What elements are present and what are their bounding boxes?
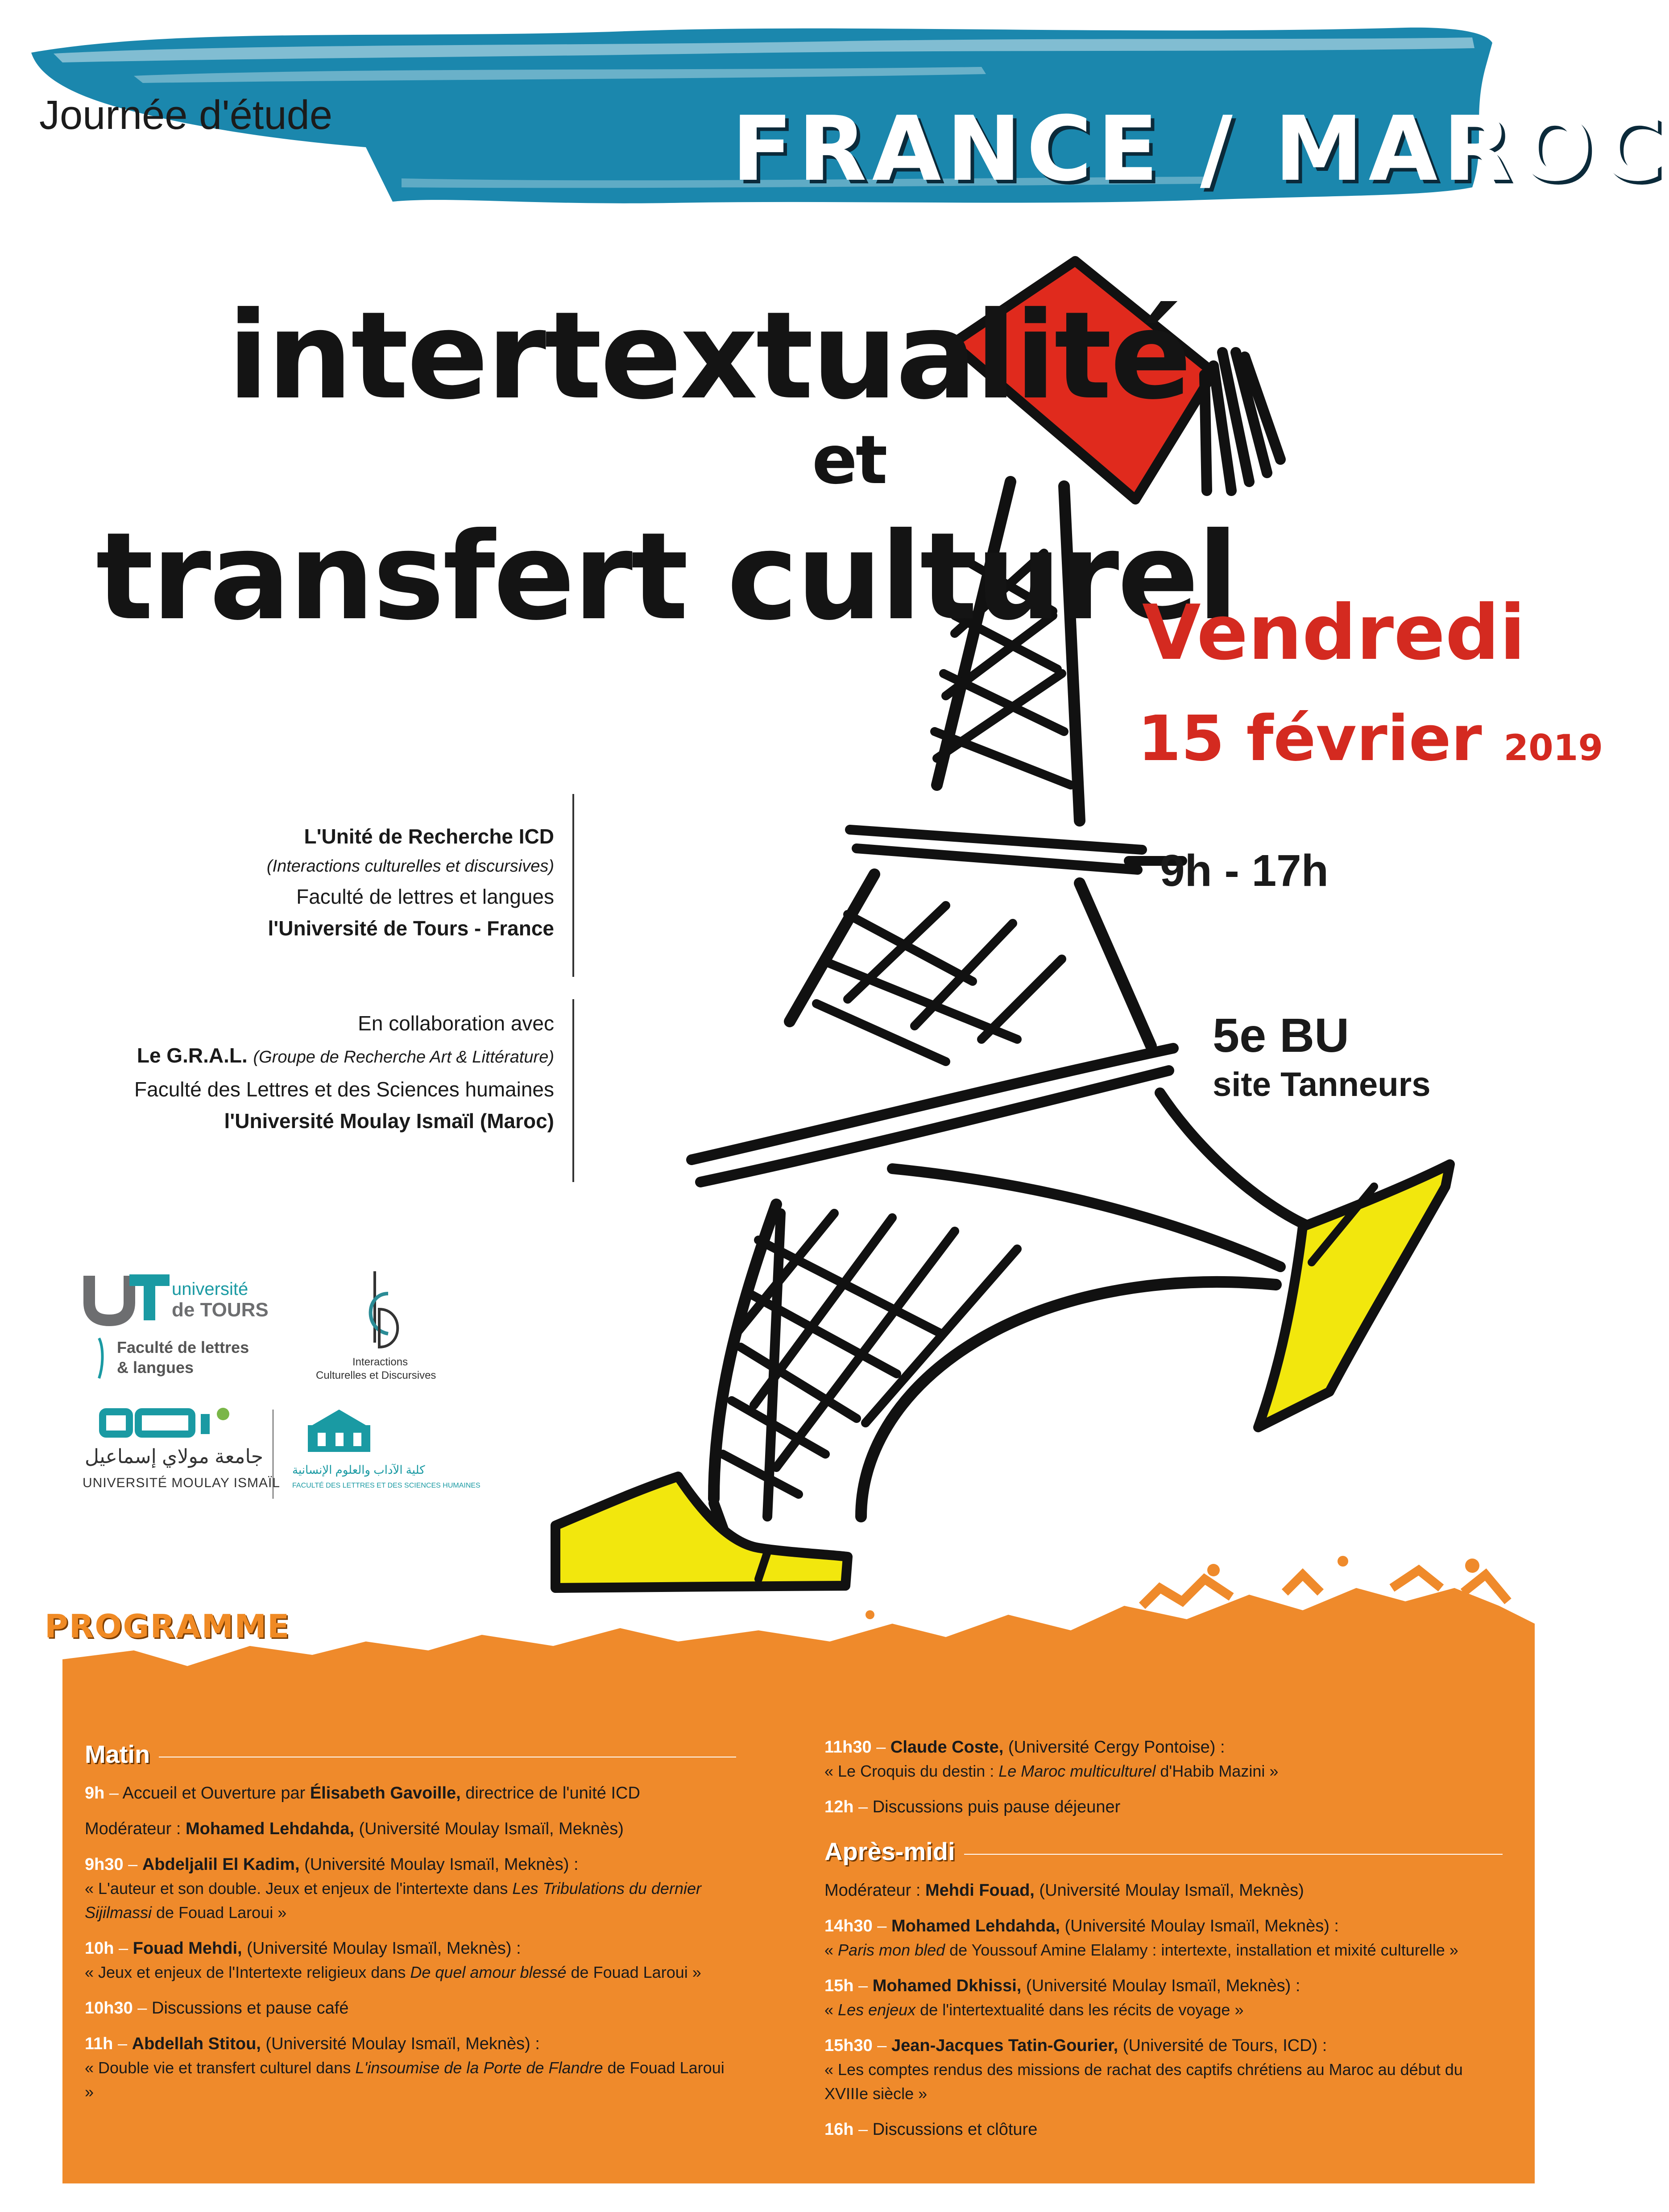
left-yellow-shoe	[555, 1476, 848, 1588]
programme-item	[824, 1795, 1503, 1819]
item-time: 11h	[85, 2034, 113, 2053]
item-time: 16h	[824, 2120, 854, 2139]
item-affiliation: (Université Cergy Pontoise) :	[1003, 1738, 1225, 1757]
item-affiliation: (Université de Tours, ICD) :	[1118, 2036, 1327, 2055]
talk-title-end: de Youssouf Amine Elalamy : intertexte, installation et mixité culturelle »	[945, 1941, 1458, 1959]
organizer-unit-detail: (Interactions culturelles et discursives)	[266, 857, 554, 876]
item-time: 15h30	[824, 2036, 873, 2055]
title-line-3: transfert culturel	[96, 506, 1237, 647]
icd-logo	[371, 1271, 398, 1347]
talk-title-end: de Fouad Laroui »	[152, 1903, 287, 1922]
item-text: Discussions et pause café	[152, 1999, 349, 2018]
talk-title: « Double vie et transfert culturel dans	[85, 2059, 356, 2077]
programme-item	[85, 1936, 736, 1985]
item-sep: –	[853, 1798, 873, 1816]
item-speaker: Abdellah Stitou,	[132, 2034, 261, 2053]
item-speaker: Jean-Jacques Tatin-Gourier,	[891, 2036, 1118, 2055]
item-time: 12h	[824, 1798, 854, 1816]
item-text: Discussions puis pause déjeuner	[872, 1798, 1121, 1816]
talk-title-italic: De quel amour blessé	[410, 1963, 567, 1981]
item-speaker: Mohamed Dkhissi,	[872, 1976, 1022, 1995]
talk-title-end: de Fouad Laroui »	[85, 2059, 725, 2101]
programme-item	[824, 1914, 1503, 1962]
talk-title-end: d'Habib Mazini »	[1155, 1762, 1279, 1780]
item-sep: –	[113, 2034, 132, 2053]
organizer-divider-1	[572, 794, 574, 977]
item-speaker: Mohamed Lehdahda,	[891, 1917, 1060, 1935]
moderator-label: Modérateur :	[824, 1881, 925, 1900]
item-time: 14h30	[824, 1917, 873, 1935]
title-line-2: et	[812, 422, 886, 499]
event-day: Vendredi	[1142, 589, 1526, 677]
item-speaker: Claude Coste,	[890, 1738, 1004, 1757]
organizer-unit: L'Unité de Recherche ICD	[304, 825, 554, 848]
moderator-label: Modérateur :	[85, 1819, 186, 1838]
talk-title: «	[824, 2001, 838, 2019]
organizer-university: l'Université de Tours - France	[268, 917, 554, 940]
umi-logo-latin: UNIVERSITÉ MOULAY ISMAÏL	[83, 1476, 280, 1490]
item-affiliation: (Université Moulay Ismaïl, Meknès) :	[1021, 1976, 1300, 1995]
organizer-main	[267, 821, 554, 944]
programme-item	[85, 1817, 736, 1841]
flsh-logo	[308, 1410, 370, 1452]
umi-logo-arabic: جامعة مولاي إسماعيل	[85, 1446, 264, 1468]
talk-title-end: de l'intertextualité dans les récits de voyage »	[915, 2001, 1244, 2019]
flsh-logo-latin: FACULTÉ DES LETTRES ET DES SCIENCES HUMAINES	[292, 1482, 480, 1489]
item-time: 9h30	[85, 1855, 124, 1874]
partner-name: Le G.R.A.L.	[137, 1044, 248, 1067]
talk-title-end: de Fouad Laroui »	[566, 1963, 701, 1981]
icd-logo-line-1: Interactions	[352, 1356, 408, 1368]
umi-logo	[103, 1408, 229, 1434]
partner-intro: En collaboration avec	[358, 1012, 554, 1035]
moderator-name: Mehdi Fouad,	[925, 1881, 1035, 1900]
talk-title-italic: Les enjeux	[838, 2001, 916, 2019]
item-time: 10h	[85, 1939, 114, 1958]
organizer-partner	[134, 1007, 554, 1137]
organizer-faculty: Faculté de lettres et langues	[296, 885, 554, 908]
programme-item	[85, 2032, 736, 2104]
item-text-2: directrice de l'unité ICD	[460, 1784, 640, 1803]
item-sep: –	[872, 2036, 891, 2055]
moderator-affiliation: (Université Moulay Ismaïl, Meknès)	[354, 1819, 624, 1838]
programme-item	[824, 1878, 1503, 1902]
event-place: 5e BU	[1213, 1008, 1350, 1062]
banner-title: FRANCE / MAROC	[732, 97, 1669, 201]
item-time: 10h30	[85, 1999, 133, 2018]
afternoon-rule	[964, 1854, 1503, 1855]
item-sep: –	[871, 1738, 890, 1757]
afternoon-title: Après-midi	[824, 1837, 955, 1865]
programme-item	[824, 2034, 1503, 2106]
programme-item	[85, 1781, 736, 1805]
talk-title-italic: Les Tribulations du dernier Sijilmassi	[85, 1879, 701, 1922]
moderator-affiliation: (Université Moulay Ismaïl, Meknès)	[1034, 1881, 1304, 1900]
talk-title: « Jeux et enjeux de l'Intertexte religieux dans	[85, 1963, 410, 1981]
partner-faculty: Faculté des Lettres et des Sciences humaines	[134, 1078, 554, 1101]
event-date-line	[1138, 703, 1603, 775]
programme-item	[824, 2117, 1503, 2142]
talk-title-italic: L'insoumise de la Porte de Flandre	[355, 2059, 603, 2077]
event-site: site Tanneurs	[1213, 1066, 1431, 1104]
item-sep: –	[104, 1784, 123, 1803]
event-type-label: Journée d'étude	[39, 92, 332, 138]
item-sep: –	[853, 1976, 873, 1995]
item-speaker: Abdeljalil El Kadim,	[142, 1855, 300, 1874]
item-sep: –	[114, 1939, 133, 1958]
item-text: Accueil et Ouverture par	[122, 1784, 310, 1803]
item-affiliation: (Université Moulay Ismaïl, Meknès) :	[242, 1939, 521, 1958]
item-affiliation: (Université Moulay Ismaïl, Meknès) :	[299, 1855, 579, 1874]
event-time: 9h - 17h	[1160, 846, 1329, 896]
partner-university: l'Université Moulay Ismaïl (Maroc)	[224, 1109, 554, 1133]
item-sep: –	[853, 2120, 873, 2139]
tours-faculty-line-2: & langues	[117, 1358, 194, 1377]
tours-faculty-line-1: Faculté de lettres	[117, 1338, 249, 1356]
item-sep: –	[872, 1917, 891, 1935]
talk-title: « L'auteur et son double. Jeux et enjeux de l'intertexte dans	[85, 1879, 513, 1898]
talk-title: « Le Croquis du destin :	[824, 1762, 999, 1780]
programme-title: PROGRAMME	[45, 1608, 290, 1645]
talk-title-italic: Le Maroc multiculturel	[998, 1762, 1156, 1780]
eiffel-tower-illustration	[555, 261, 1450, 1588]
tours-logo-line-1: université	[172, 1279, 248, 1299]
afternoon-heading	[824, 1837, 1503, 1866]
programme-item	[824, 1735, 1503, 1783]
morning-title: Matin	[85, 1740, 150, 1768]
partner-name-line	[134, 1039, 554, 1073]
item-speaker: Élisabeth Gavoille,	[310, 1784, 461, 1803]
talk-title: «	[824, 1941, 838, 1959]
tours-logo-line-2: de TOURS	[172, 1299, 269, 1321]
programme-item	[85, 1852, 736, 1925]
talk-title: « Les comptes rendus des missions de rachat des captifs chrétiens au Maroc au début du XVIIIe siècle »	[824, 2060, 1463, 2103]
item-time: 15h	[824, 1976, 854, 1995]
programme-item	[85, 1996, 736, 2020]
event-year: 2019	[1503, 727, 1603, 769]
item-sep: –	[123, 1855, 142, 1874]
item-time: 11h30	[824, 1738, 872, 1757]
item-text: Discussions et clôture	[872, 2120, 1038, 2139]
icd-logo-line-2: Culturelles et Discursives	[316, 1369, 436, 1381]
item-affiliation: (Université Moulay Ismaïl, Meknès) :	[1060, 1917, 1339, 1935]
talk-title-italic: Paris mon bled	[838, 1941, 945, 1959]
programme-morning	[85, 1740, 736, 2116]
title-line-1: intertextualité	[228, 285, 1190, 426]
morning-heading	[85, 1740, 736, 1769]
item-affiliation: (Université Moulay Ismaïl, Meknès) :	[261, 2034, 540, 2053]
moderator-name: Mohamed Lehdahda,	[186, 1819, 354, 1838]
flsh-logo-arabic: كلية الآداب والعلوم الإنسانية	[292, 1463, 425, 1476]
item-speaker: Fouad Mehdi,	[133, 1939, 242, 1958]
event-date: 15 février	[1138, 703, 1482, 775]
right-yellow-shoe	[1258, 1164, 1450, 1427]
organizer-divider-2	[572, 999, 574, 1182]
programme-item	[824, 1974, 1503, 2022]
item-time: 9h	[85, 1784, 105, 1803]
programme-right-column	[824, 1735, 1503, 2153]
partner-detail: (Groupe de Recherche Art & Littérature)	[253, 1048, 554, 1067]
item-sep: –	[133, 1999, 152, 2018]
